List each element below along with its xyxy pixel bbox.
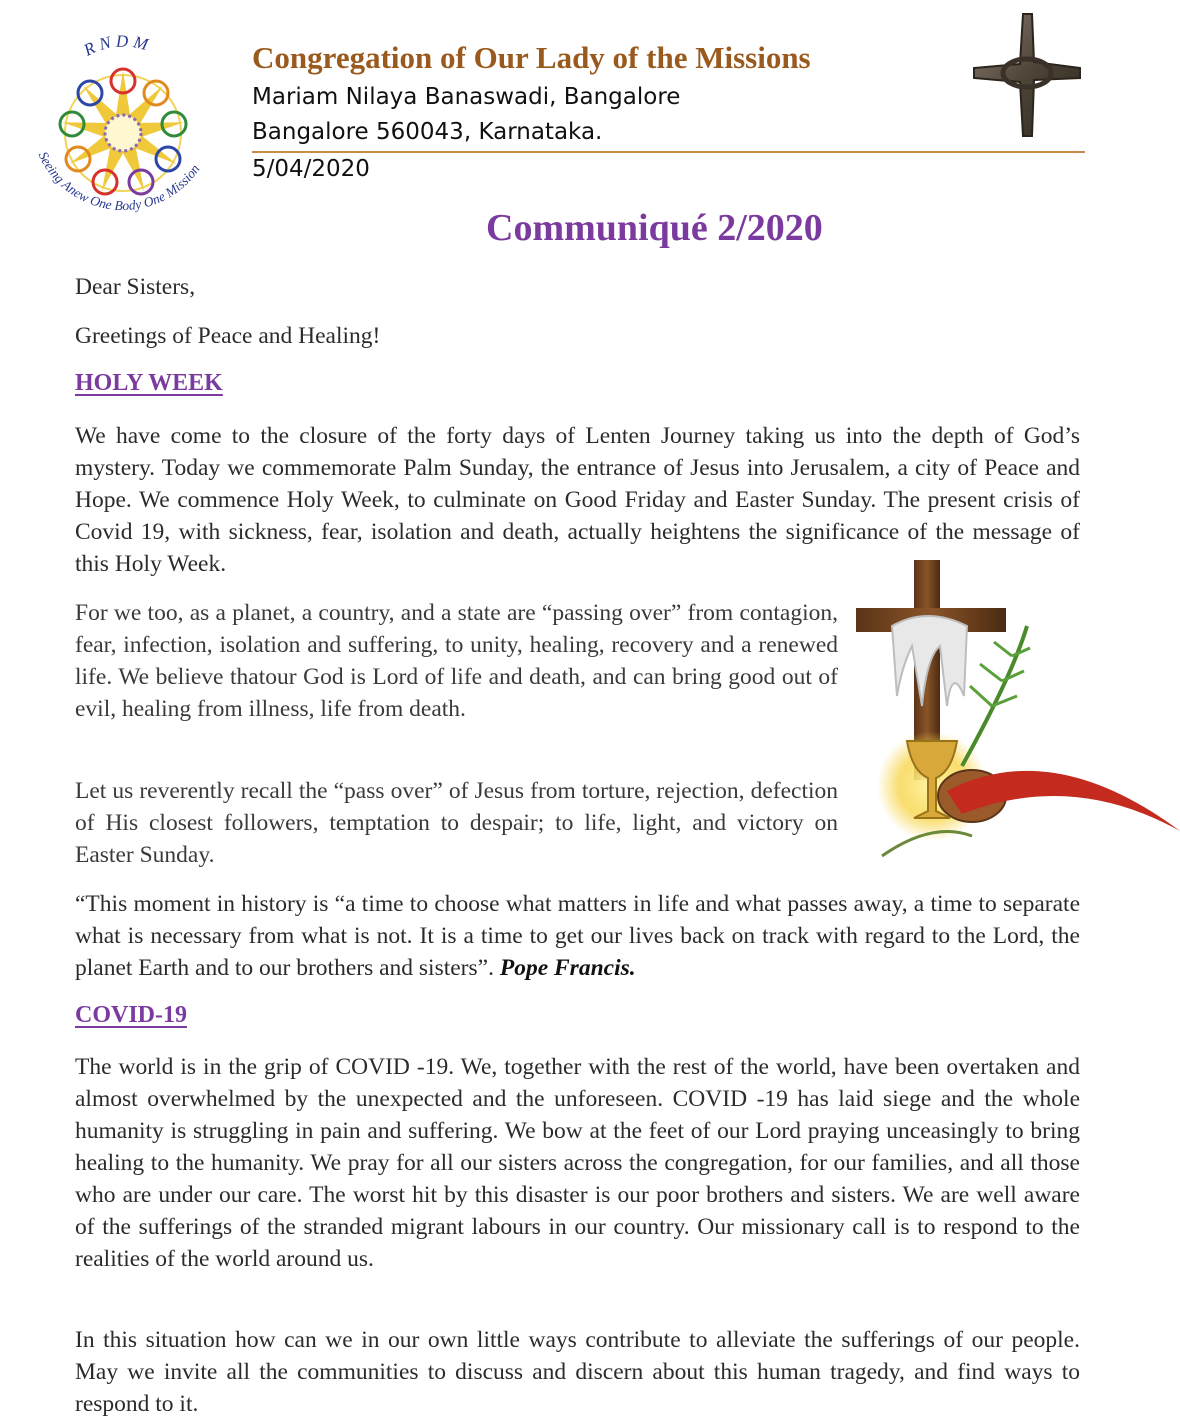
heading-covid-19: COVID-19 xyxy=(75,1002,187,1028)
svg-text:R N D M: R N D M xyxy=(80,31,150,60)
congregation-logo xyxy=(18,28,228,238)
pope-francis-quote xyxy=(75,888,1080,984)
organization-name: Congregation of Our Lady of the Missions xyxy=(252,40,811,75)
holy-week-paragraph-3: Let us reverently recall the “pass over” of Jesus from torture, rejection, defection of His closest followers, temptation to despair; to life, light, and victory on Easter Sunday. xyxy=(75,778,838,868)
holy-week-paragraph-2: For we too, as a planet, a country, and a state are “passing over” from contagion, fear, infection, isolation and suffering, to unity, healing, recovery and a renewed life. We believe thatour God is Lord of life and death, and can bring good out of evil, healing from illness, life from death. xyxy=(75,600,838,722)
address-line-2: Bangalore 560043, Karnataka. xyxy=(252,119,603,145)
document-date: 5/04/2020 xyxy=(252,156,370,182)
holy-week-paragraph-1: We have come to the closure of the forty days of Lenten Journey taking us into the depth of God’s mystery. Today we commemorate Palm Sunday, the entrance of Jesus into Jerusalem, a city of Peace and Hope. We commence Holy Week, to culminate on Good Friday and Easter Sunday. The present crisis of Covid 19, with sickness, fear, isolation and death, actually heightens the significance of the message of this Holy Week. xyxy=(75,423,1080,577)
heading-holy-week: HOLY WEEK xyxy=(75,370,223,396)
quote-text: “This moment in history is “a time to choose what matters in life and what passes away, a time to separate what is necessary from what is not. It is a time to get our lives back on track with regard to the Lord, the planet Earth and to our brothers and sisters”. xyxy=(75,891,1080,981)
communique-title: Communiqué 2/2020 xyxy=(486,207,823,249)
quote-author: Pope Francis. xyxy=(499,955,636,981)
header-divider xyxy=(252,151,1085,153)
easter-cross-illustration xyxy=(852,556,1180,886)
greeting: Greetings of Peace and Healing! xyxy=(75,323,381,349)
salutation: Dear Sisters, xyxy=(75,274,196,300)
svg-text:Seeing Anew One Body One Missi: Seeing Anew One Body One Mission xyxy=(35,149,203,214)
covid-paragraph-1: The world is in the grip of COVID -19. We, together with the rest of the world, have been overtaken and almost overwhelmed by the unexpected and the unforeseen. COVID -19 has laid siege and the whole humanity is struggling in pain and suffering. We bow at the feet of our Lord praying unceasingly to bring healing to the humanity. We pray for all our sisters across the congregation, for our families, and all those who are under our care. The worst hit by this disaster is our poor brothers and sisters. We are well aware of the sufferings of the stranded migrant labours in our country. Our missionary call is to respond to the realities of the world around us. xyxy=(75,1054,1080,1272)
address-line-1: Mariam Nilaya Banaswadi, Bangalore xyxy=(252,84,681,110)
cross-emblem-icon xyxy=(968,10,1086,140)
covid-paragraph-2: In this situation how can we in our own little ways contribute to alleviate the sufferings of our people. May we invite all the communities to discuss and discern about this human tragedy, and find ways to respond to it. xyxy=(75,1327,1080,1417)
